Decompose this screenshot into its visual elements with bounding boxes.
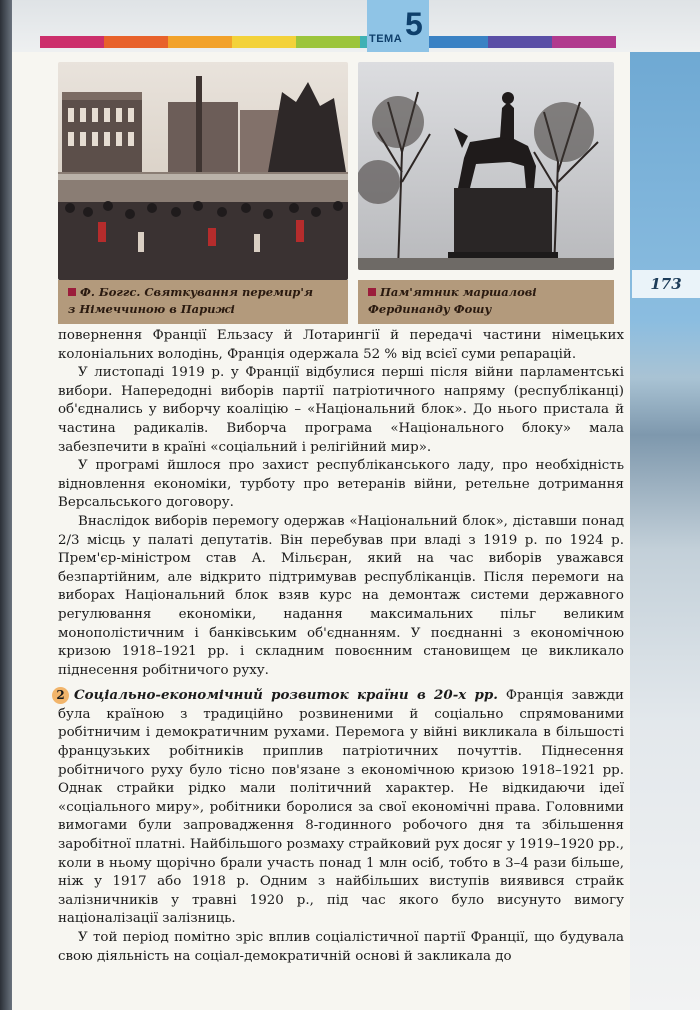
caption-painting-line1: Ф. Боггс. Святкування перемир'я — [80, 285, 314, 299]
stripe-segment — [424, 36, 488, 48]
caption-marker — [368, 288, 376, 296]
topic-label: ТЕМА — [369, 33, 403, 45]
section-number-badge: 2 — [52, 687, 69, 704]
topic-number: 5 — [405, 6, 423, 42]
paragraph: У програмі йшлося про захист республіканського ладу, про необхідність відновлення економіки, турботу про ветеранів війни, ретельне дотримання Версальського договору. — [58, 458, 624, 511]
stripe-segment — [552, 36, 616, 48]
section-paragraph — [58, 686, 624, 929]
caption-monument-line2: Фердинанду Фошу — [368, 302, 492, 316]
paragraph: повернення Франції Ельзасу й Лотарингії й передачі частини німецьких колоніальних володінь, Франція одержала 52 % від всієї суми репарацій. — [58, 328, 624, 362]
stripe-segment — [232, 36, 296, 48]
painting-illustration — [58, 62, 348, 280]
stripe-segment — [40, 36, 104, 48]
paragraph: Внаслідок виборів перемогу одержав «Національний блок», діставши понад 2/3 місць у палаті депутатів. Він перебував при владі з 1919 р. по 1924 р. Прем'єр-міністром став А. Мільєран, який на час виборів уважався безпартійним, але відкрито підтримував республіканців. Після перемоги на виборах Національний блок взяв курс на демонтаж системи державного регулювання економіки, надання максимальних пільг великим монополістичним і банківським об'єднанням. У поєднанні з економічною кризою 1918–1921 рр. і складним повоєнним становищем це викликало піднесення робітничого руху. — [58, 513, 624, 678]
stripe-segment — [168, 36, 232, 48]
caption-marker — [68, 288, 76, 296]
section-text: Франція завжди була країною з традиційно розвиненими й соціально спрямованими робітничим і демократичним рухами. Перемога у війні викликала в більшості французьких робітників приплив патріотичних почуттів. Піднесення робітничого руху було тісно пов'язане з економічною кризою 1918–1921 рр. Однак страйки рідко мали політичний характер. Не відкидаючи ідеї «соціального миру», робітники боролися за свої економічні права. Головними вимогами були запровадження 8-годинного робочого дня та збільшення заробітної платні. Найбільшого розмаху страйковий рух досяг у 1919–1920 рр., коли в ньому щорічно брали участь понад 1 млн осіб, тобто в 3–4 рази більше, ніж у 1917 або 1918 р. Одним з найбільших виступів виявився страйк залізничників у травні 1920 р., під час якого було висунуто вимогу націоналізації залізниць. — [58, 688, 624, 927]
page-number: 173 — [632, 270, 700, 298]
section-title: Соціально-економічний розвиток країни в 20-х рр. — [74, 687, 498, 704]
stripe-segment — [296, 36, 360, 48]
topic-tab — [367, 0, 429, 52]
stripe-segment — [104, 36, 168, 48]
main-text — [58, 327, 624, 966]
caption-monument-line1: Пам'ятник маршалові — [380, 285, 537, 299]
color-stripe — [40, 36, 616, 48]
monument-photo — [358, 62, 614, 270]
caption-painting — [58, 280, 348, 324]
side-decor-panel — [630, 52, 700, 1010]
paragraph: У листопаді 1919 р. у Франції відбулися перші після війни парламентські вибори. Напередодні виборів партії патріотичного напряму (республіканці) об'єднались у виборчу коаліцію – «Національний блок». До нього пристала й частина радикалів. Виборча програма «Національного блоку» мала забезпечити в країні «соціальний і релігійний мир». — [58, 365, 624, 455]
caption-monument — [358, 280, 614, 324]
book-binding — [0, 0, 12, 1010]
paragraph: У той період помітно зріс вплив соціалістичної партії Франції, що будувала свою діяльність на соціал-демократичній основі й закликала до — [58, 930, 624, 964]
stripe-segment — [488, 36, 552, 48]
caption-painting-line2: з Німеччиною в Парижі — [68, 302, 235, 316]
